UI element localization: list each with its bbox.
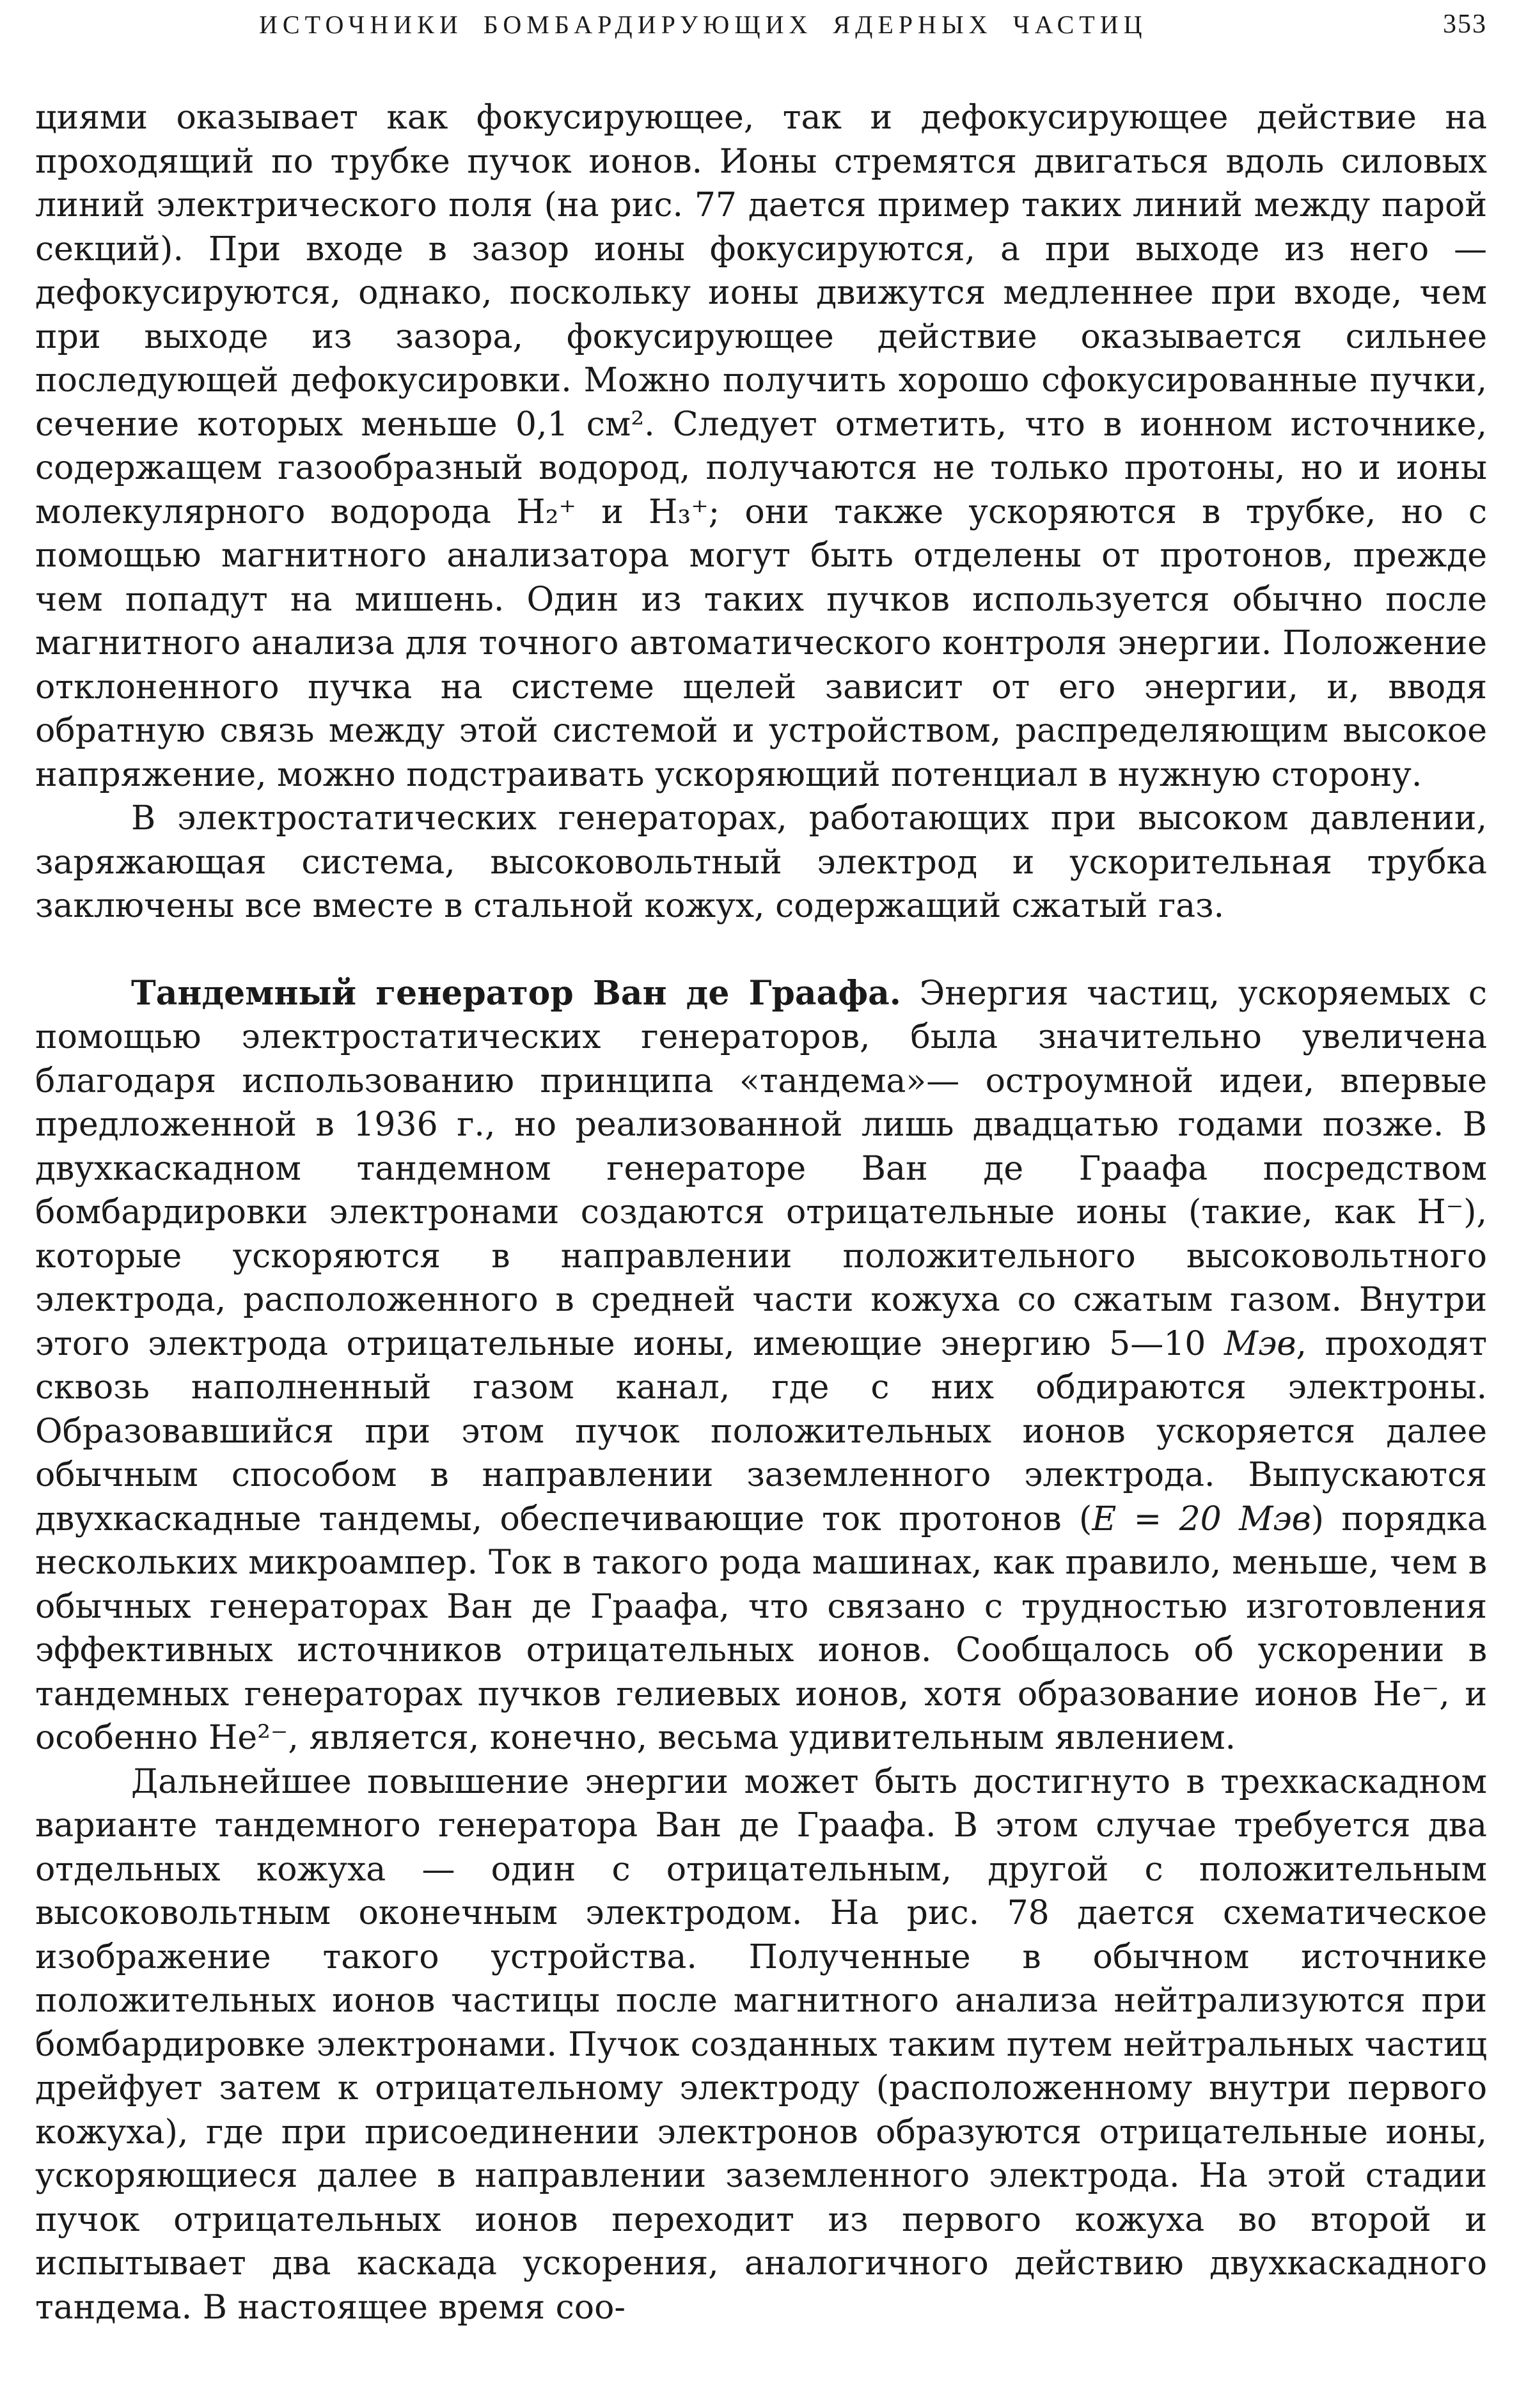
page-number: 353 [1443,10,1487,39]
section-heading: Тандемный генератор Ван де Граафа. [131,973,901,1013]
paragraph-text: , проходят сквозь наполненный газом канал, где с них обдираются электроны. Образовавшийся при этом пучок положительных ионов ускоряется далее обычным способом в направлении заземленного электрода. Выпускаются двухкаскадные тандемы, обеспечивающие ток протонов ( [35,1324,1487,1538]
running-title: ИСТОЧНИКИ БОМБАРДИРУЮЩИХ ЯДЕРНЫХ ЧАСТИЦ [259,10,1147,39]
running-head [35,5,1487,43]
paragraph-tandem-generator [35,972,1487,1760]
paragraph-text: ) порядка нескольких микроампер. Ток в такого рода машинах, как правило, меньше, чем в обычных генераторах Ван де Граафа, что связано с трудностью изготовления эффективных источников отрицательных ионов. Сообщалось об ускорении в тандемных генераторах пучков гелиевых ионов, хотя образование ионов He⁻, и особенно He²⁻, является, конечно, весьма удивительным явлением. [35,1499,1487,1757]
paragraph-text: Энергия частиц, ускоряемых с помощью электростатических генераторов, была значительно увеличена благодаря использованию принципа «тандема»— остроумной идеи, впервые предложенной в 1936 г., но реализованной лишь двадцатью годами позже. В двухкаскадном тандемном генераторе Ван де Граафа посредством бомбардировки электронами создаются отрицательные ионы (такие, как H⁻), которые ускоряются в направлении положительного высоковольтного электрода, расположенного в средней части кожуха со сжатым газом. Внутри этого электрода отрицательные ионы, имеющие энергию 5—10 [35,974,1488,1363]
paragraph-electrostatic-generators: В электростатических генераторах, работающих при высоком давлении, заряжающая система, высоковольтный электрод и ускорительная трубка заключены все вместе в стальной кожух, содержащий сжатый газ. [35,799,1487,925]
energy-formula: E = 20 Мэв [1092,1499,1311,1538]
paragraph-three-stage-tandem: Дальнейшее повышение энергии может быть достигнуто в трехкаскадном варианте тандемного генератора Ван де Граафа. В этом случае требуется два отдельных кожуха — один с отрицательным, другой с положительным высоковольтным оконечным электродом. На рис. 78 дается схематическое изображение такого устройства. Полученные в обычном источнике положительных ионов частицы после магнитного анализа нейтрализуются при бомбардировке электронами. Пучок созданных таким путем нейтральных частиц дрейфует затем к отрицательному электроду (расположенному внутри первого кожуха), где при присоединении электронов образуются отрицательные ионы, ускоряющиеся далее в направлении заземленного электрода. На этой стадии пучок отрицательных ионов переходит из первого кожуха во второй и испытывает два каскада ускорения, аналогичного действию двухкаскадного тандема. В настоящее время соо- [35,1762,1487,2327]
body-text [35,96,1487,2329]
energy-unit: Мэв [1224,1324,1296,1363]
paragraph-continuation: циями оказывает как фокусирующее, так и дефокусирующее действие на проходящий по трубке пучок ионов. Ионы стремятся двигаться вдоль силовых линий электрического поля (на рис. 77 дается пример таких линий между парой секций). При входе в зазор ионы фокусируются, а при выходе из него — дефокусируются, однако, поскольку ионы движутся медленнее при входе, чем при выходе из зазора, фокусирующее действие оказывается сильнее последующей дефокусировки. Можно получить хорошо сфокусированные пучки, сечение которых меньше 0,1 см². Следует отметить, что в ионном источнике, содержащем газообразный водород, получаются не только протоны, но и ионы молекулярного водорода H₂⁺ и H₃⁺; они также ускоряются в трубке, но с помощью магнитного анализатора могут быть отделены от протонов, прежде чем попадут на мишень. Один из таких пучков используется обычно после магнитного анализа для точного автоматического контроля энергии. Положение отклоненного пучка на системе щелей зависит от его энергии, и, вводя обратную связь между этой системой и устройством, распределяющим высокое напряжение, можно подстраивать ускоряющий потенциал в нужную сторону. [35,98,1487,794]
